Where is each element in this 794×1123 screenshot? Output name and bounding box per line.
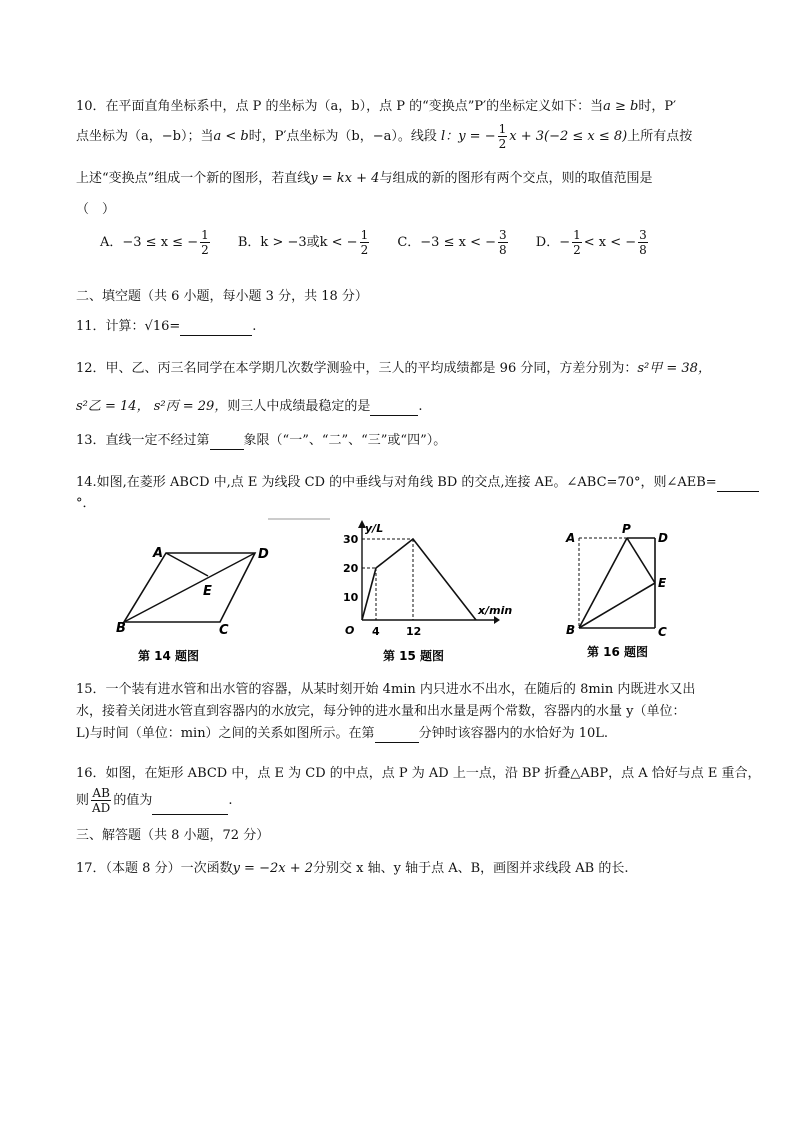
caption-16: 第 16 题图 xyxy=(587,645,649,659)
figures-row xyxy=(0,510,794,670)
tick-30: 30 xyxy=(343,533,359,546)
label-a: A xyxy=(153,546,164,561)
q10-line-1 xyxy=(76,98,724,116)
option-a: A．−3 ≤ x ≤ − $\frac{1}{2}$ xyxy=(100,228,209,257)
q14-degree: °． xyxy=(76,496,96,511)
x-axis-arrow xyxy=(494,616,500,624)
variance-bing: s²丙 = 29， xyxy=(153,399,228,414)
q10-text-7: 上所有点按 xyxy=(627,129,693,144)
q10-options xyxy=(100,228,724,258)
q11-expression: √16 xyxy=(144,319,170,334)
q10-segment-name: l xyxy=(441,129,446,144)
q10-fraction: $\frac{1}{2}$ xyxy=(498,122,507,151)
q10-eq-start: ：y = − xyxy=(445,129,496,144)
q10-paren: （ ） xyxy=(76,202,116,217)
q16-fraction: $\frac{AB}{AD}$ xyxy=(92,786,111,815)
option-c: C．−3 ≤ x < − $\frac{3}{8}$ xyxy=(397,228,507,257)
q14: 14.如图,在菱形 ABCD 中,点 E 为线段 CD 的中垂线与对角线 BD 的交点,连接 AE。∠ABC=70°，则∠AEB= xyxy=(76,474,724,492)
q12-line-1: 12．甲、乙、丙三名同学在本学期几次数学测验中，三人的平均成绩都是 96 分同，方差分别为：s²甲 = 38， xyxy=(76,361,711,376)
variance-yi: s²乙 = 14， xyxy=(76,399,150,414)
q17: 17．（本题 8 分）一次函数y = −2x + 2分别交 x 轴、y 轴于点 A、B，画图并求线段 AB 的长. xyxy=(76,861,629,876)
caption-15: 第 15 题图 xyxy=(383,649,445,663)
label-b: B xyxy=(116,621,126,636)
q14-answer-blank[interactable] xyxy=(717,477,759,492)
q17-equation: y = −2x + 2 xyxy=(232,861,314,876)
q10-text-8: 上述“变换点”组成一个新的图形，若直线 xyxy=(76,171,311,186)
q10-line-2 xyxy=(76,122,724,151)
label-d: D xyxy=(658,531,668,545)
label-e: E xyxy=(203,584,212,599)
q10-line-eq: y = kx + 4 xyxy=(310,171,380,186)
q15-line-2: 水，接着关闭进水管直到容器内的水放完，每分钟的进水量和出水量是两个常数，容器内的水量 y（单位： xyxy=(76,704,686,719)
figure-14-rhombus xyxy=(116,546,269,663)
q10-text-3: 点坐标为（a，−b）；当 xyxy=(76,129,214,144)
q10-text-1: 10．在平面直角坐标系中，点 P 的坐标为（a，b），点 P 的“变换点”P′的坐标定义如下：当 xyxy=(76,99,604,114)
q10-cond-1: a ≥ b xyxy=(603,99,639,114)
q15-answer-blank[interactable] xyxy=(375,728,419,743)
x-axis-label: x/min xyxy=(478,604,513,617)
q12-line-2: s²乙 = 14， s²丙 = 29，则三人中成绩最稳定的是 . xyxy=(76,399,423,414)
q11: 11．计算：√16= . xyxy=(76,319,257,334)
origin-label: O xyxy=(345,624,355,637)
segment-pe xyxy=(627,538,655,583)
figure-16-rectangle xyxy=(565,522,668,659)
q10-text-2: 时，P′ xyxy=(638,99,677,114)
option-d: D．− $\frac{1}{2}$ < x < − $\frac{3}{8}$ xyxy=(535,228,647,257)
tick-4: 4 xyxy=(372,625,380,638)
q10-cond-2: a < b xyxy=(213,129,249,144)
section-2-heading: 二、填空题（共 6 小题，每小题 3 分，共 18 分） xyxy=(76,289,368,304)
label-d: D xyxy=(258,547,269,562)
variance-jia: s²甲 = 38， xyxy=(637,361,711,376)
q16-line-2: 则 $\frac{AB}{AD}$ 的值为 . xyxy=(76,786,233,815)
q13-answer-blank[interactable] xyxy=(210,435,244,450)
water-volume-line xyxy=(362,539,476,620)
label-e: E xyxy=(658,576,667,590)
q15-line-1: 15．一个装有进水管和出水管的容器，从某时刻开始 4min 内只进水不出水，在随后的 8min 内既进水又出 xyxy=(76,682,696,697)
section-3-heading: 三、解答题（共 8 小题，72 分） xyxy=(76,828,270,843)
q10-line-3 xyxy=(76,170,724,188)
segment-ae xyxy=(166,553,208,576)
q10-text-9: 与组成的新的图形有两个交点，则的取值范围是 xyxy=(379,171,653,186)
tick-20: 20 xyxy=(343,562,359,575)
label-p: P xyxy=(622,522,631,536)
label-c: C xyxy=(658,625,667,639)
caption-14: 第 14 题图 xyxy=(138,649,200,663)
q13: 13．直线一定不经过第 象限（“一”、“二”、“三”或“四”）。 xyxy=(76,433,447,448)
q16-line-1: 16．如图，在矩形 ABCD 中，点 E 为 CD 的中点，点 P 为 AD 上一点，沿 BP 折叠△ABP，点 A 恰好与点 E 重合， xyxy=(76,766,761,781)
diagonal-bd xyxy=(124,553,255,622)
tick-10: 10 xyxy=(343,591,359,604)
label-a: A xyxy=(566,531,576,545)
q12-answer-blank[interactable] xyxy=(370,401,418,416)
label-c: C xyxy=(219,623,229,638)
q10-text-4: 时，P′点坐标为（b，−a）。线段 xyxy=(248,129,437,144)
figure-15-graph xyxy=(343,520,512,663)
q11-answer-blank[interactable] xyxy=(180,321,252,336)
tick-12: 12 xyxy=(406,625,422,638)
y-axis-label: y/L xyxy=(365,522,384,535)
q10-eq-end: x + 3(−2 ≤ x ≤ 8) xyxy=(509,129,628,144)
label-b: B xyxy=(566,623,576,637)
option-b: B．k > −3或k < − $\frac{1}{2}$ xyxy=(237,228,369,257)
q15-line-3: L)与时间（单位：min）之间的关系如图所示。在第 分钟时该容器内的水恰好为 10L. xyxy=(76,726,609,741)
q16-answer-blank[interactable] xyxy=(152,800,228,815)
